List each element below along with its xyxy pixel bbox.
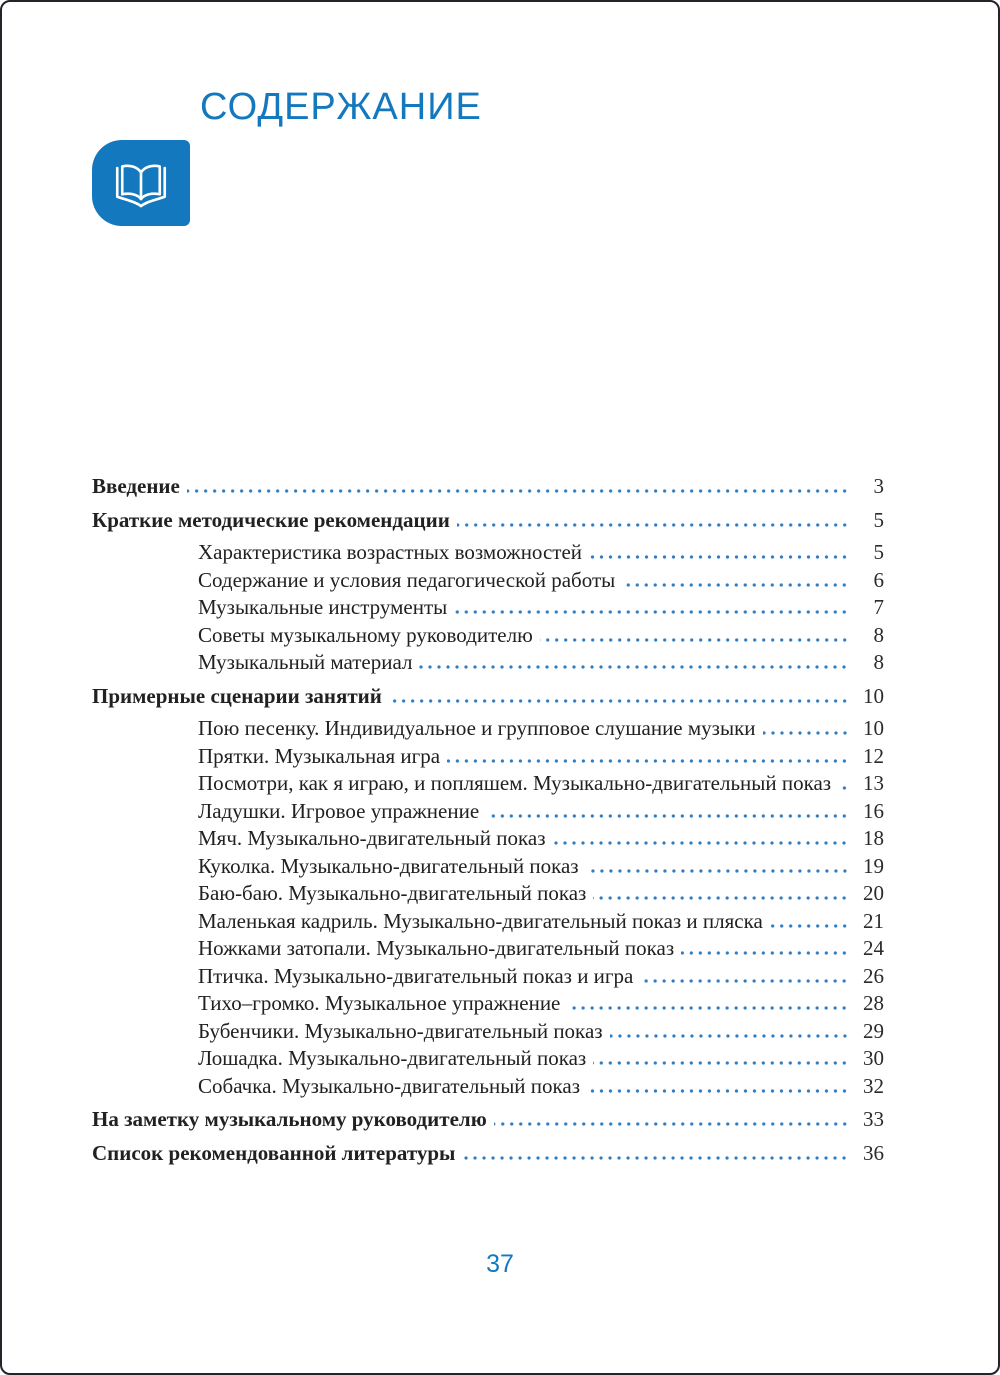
toc-leader-dots (610, 1034, 851, 1038)
toc-entry-page: 6 (873, 567, 884, 592)
toc-entry (92, 1018, 884, 1046)
toc-entry (92, 473, 884, 501)
toc-entry-label: Маленькая кадриль. Музыкально-двигательный показ и пляска (198, 908, 763, 933)
toc-entry (92, 539, 884, 567)
toc-entry-page: 24 (863, 936, 884, 960)
toc-entry-label: Музыкальные инструменты (198, 595, 448, 619)
toc-entry-page: 10 (863, 716, 884, 740)
toc-entry-page: 32 (863, 1073, 884, 1098)
toc-entry-label: Введение (92, 474, 180, 498)
toc-entry-label: Прятки. Музыкальная игра (198, 743, 441, 768)
toc-entry-label: Советы музыкальному руководителю (198, 622, 533, 647)
toc-entry (92, 798, 884, 826)
toc-entry (92, 715, 884, 743)
toc-entry (92, 1045, 884, 1073)
toc-entry-label: Ладушки. Игровое упражнение (198, 798, 480, 823)
folio-page-number: 37 (486, 1250, 514, 1278)
toc-entry (92, 622, 884, 650)
toc-entry-page: 13 (863, 771, 884, 795)
toc-entry-page: 5 (873, 507, 884, 532)
toc-leader-dots (589, 555, 851, 559)
toc-leader-dots (640, 979, 851, 983)
open-book-icon (109, 153, 173, 213)
toc-entry-page: 8 (873, 650, 884, 674)
toc-entry-page: 18 (863, 826, 884, 850)
toc-entry-label: Ножками затопали. Музыкально-двигательный показ (198, 936, 675, 960)
toc-leader-dots (389, 699, 851, 703)
toc-entry (92, 935, 884, 963)
toc-entry (92, 683, 884, 711)
toc-entry-page: 36 (863, 1140, 884, 1165)
toc-entry-page: 7 (873, 595, 884, 619)
toc-entry-page: 10 (863, 683, 884, 708)
toc-entry-page: 19 (863, 853, 884, 878)
toc-leader-dots (187, 489, 851, 493)
toc-leader-dots (447, 759, 851, 763)
toc-entry-page: 3 (873, 474, 884, 498)
toc-leader-dots (838, 786, 851, 790)
toc-entry-label: Лошадка. Музыкально-двигательный показ (198, 1046, 587, 1070)
toc-leader-dots (540, 638, 851, 642)
toc-leader-dots (552, 841, 851, 845)
toc-entry (92, 825, 884, 853)
toc-entry-page: 33 (863, 1107, 884, 1131)
toc-entry-label: Посмотри, как я играю, и попляшем. Музыкально-двигательный показ (198, 771, 832, 795)
toc-entry (92, 990, 884, 1018)
toc-entry-label: Музыкальный материал (198, 650, 413, 674)
toc-leader-dots (419, 665, 851, 669)
toc-entry-page: 30 (863, 1046, 884, 1070)
toc-entry-page: 8 (873, 622, 884, 647)
toc-entry (92, 770, 884, 798)
toc-entry (92, 908, 884, 936)
toc-entry-label: Птичка. Музыкально-двигательный показ и игра (198, 963, 634, 988)
toc-entry-label: Мяч. Музыкально-двигательный показ (198, 826, 546, 850)
toc-entry (92, 853, 884, 881)
toc-entry-page: 20 (863, 881, 884, 905)
toc-leader-dots (593, 1061, 851, 1065)
toc-leader-dots (454, 610, 851, 614)
toc-leader-dots (622, 583, 851, 587)
toc-entry (92, 1140, 884, 1168)
toc-entry (92, 1106, 884, 1134)
toc-entry-label: Тихо–громко. Музыкальное упражнение (198, 991, 561, 1015)
toc-entry-label: Баю-баю. Музыкально-двигательный показ (198, 881, 587, 905)
toc-entry-page: 16 (863, 798, 884, 823)
toc-entry-label: Характеристика возрастных возможностей (198, 540, 583, 564)
page-title: СОДЕРЖАНИЕ (200, 86, 482, 128)
toc-entry-label: Бубенчики. Музыкально-двигательный показ (198, 1018, 603, 1043)
toc-leader-dots (486, 814, 851, 818)
toc-leader-dots (770, 924, 851, 928)
toc-leader-dots (462, 1156, 851, 1160)
toc-entry-label: Список рекомендованной литературы (92, 1140, 456, 1165)
toc-entry (92, 1073, 884, 1101)
toc-entry-page: 26 (863, 963, 884, 988)
table-of-contents (92, 473, 884, 1172)
toc-leader-dots (593, 896, 851, 900)
page-footer (2, 1250, 998, 1279)
toc-entry-label: Собачка. Музыкально-двигательный показ (198, 1073, 581, 1098)
toc-entry-label: Краткие методические рекомендации (92, 507, 450, 532)
toc-entry (92, 594, 884, 622)
toc-entry-page: 28 (863, 991, 884, 1015)
toc-leader-dots (681, 951, 851, 955)
toc-entry-label: Пою песенку. Индивидуальное и групповое слушание музыки (198, 716, 756, 740)
toc-leader-dots (494, 1122, 851, 1126)
toc-entry-label: Содержание и условия педагогической работы (198, 567, 616, 592)
toc-entry-label: На заметку музыкальному руководителю (92, 1107, 487, 1131)
toc-leader-dots (587, 1089, 851, 1093)
toc-entry-page: 29 (863, 1018, 884, 1043)
toc-entry-page: 21 (863, 908, 884, 933)
toc-leader-dots (763, 731, 851, 735)
toc-entry (92, 743, 884, 771)
toc-leader-dots (567, 1006, 851, 1010)
toc-leader-dots (586, 869, 851, 873)
toc-entry-page: 5 (873, 540, 884, 564)
toc-leader-dots (457, 523, 851, 527)
toc-entry (92, 567, 884, 595)
toc-entry (92, 507, 884, 535)
book-icon-badge (92, 140, 190, 226)
toc-entry (92, 880, 884, 908)
toc-entry (92, 963, 884, 991)
toc-entry (92, 649, 884, 677)
toc-entry-label: Примерные сценарии занятий (92, 683, 382, 708)
toc-entry-label: Куколка. Музыкально-двигательный показ (198, 853, 579, 878)
toc-entry-page: 12 (863, 743, 884, 768)
